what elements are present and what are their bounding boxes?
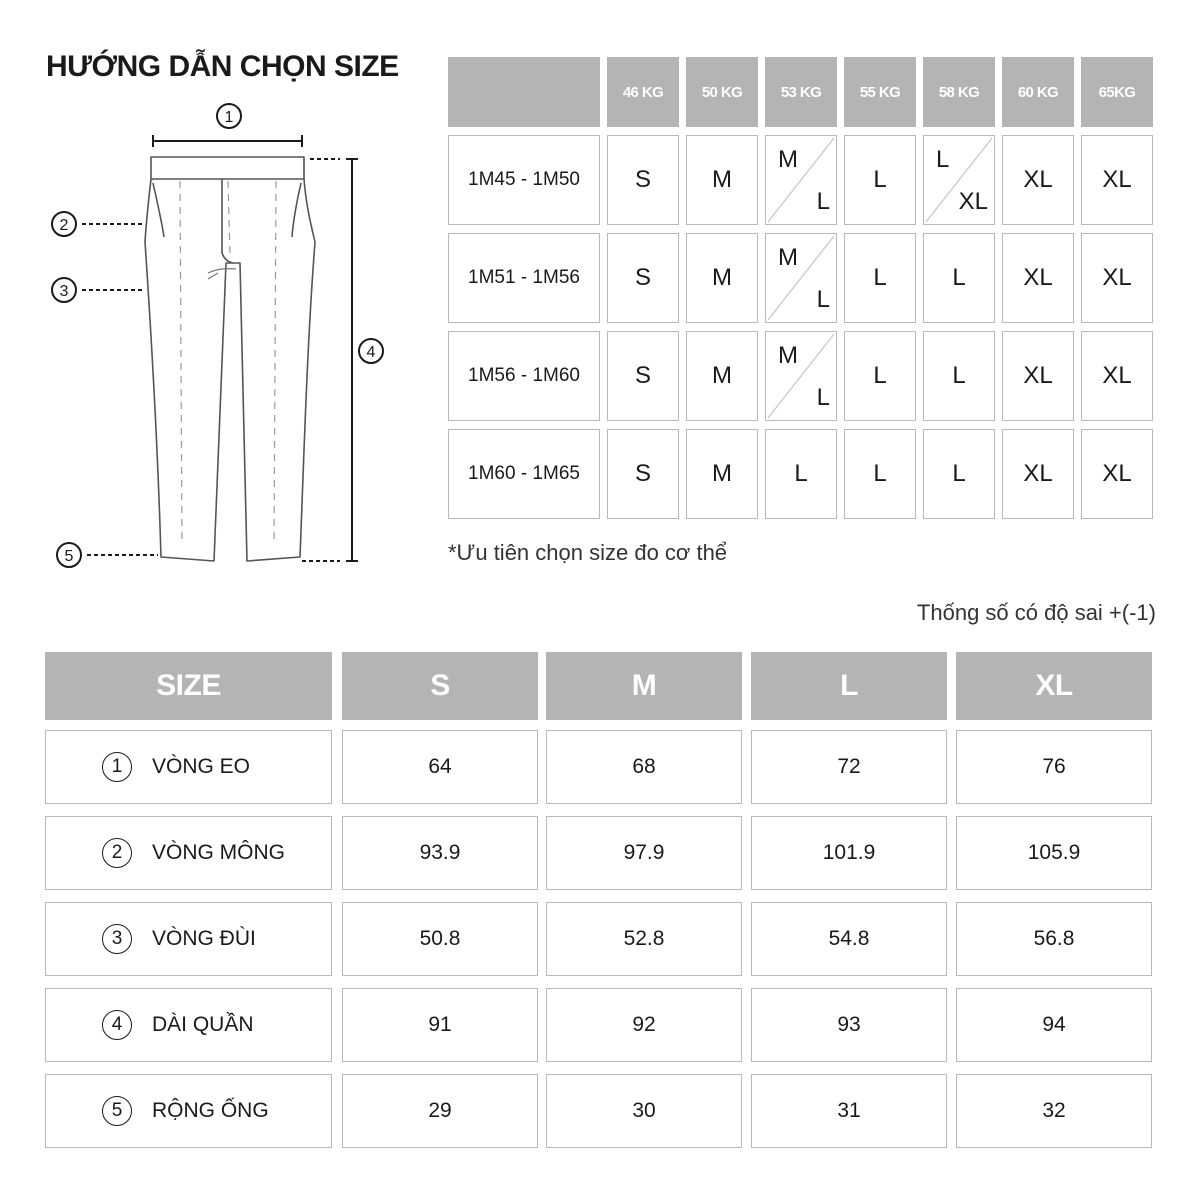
size-cell: L [844, 429, 916, 519]
pants-diagram [40, 95, 400, 575]
weight-header-6: 65KG [1081, 57, 1153, 127]
measurement-value: 50.8 [342, 902, 538, 976]
size-cell: XL [1081, 331, 1153, 421]
size-cell: M [686, 135, 758, 225]
grid-corner-header [448, 57, 600, 127]
size-secondary: L [816, 188, 830, 215]
measurement-label-cell [45, 730, 332, 804]
size-cell-split [765, 233, 837, 323]
measurement-value: 94 [956, 988, 1152, 1062]
measurement-number: 1 [102, 752, 132, 782]
size-header-2: M [546, 652, 742, 720]
measurement-value: 32 [956, 1074, 1152, 1148]
measurement-label-cell [45, 1074, 332, 1148]
size-header-1: S [342, 652, 538, 720]
measurement-value: 54.8 [751, 902, 947, 976]
size-cell-split [765, 331, 837, 421]
size-cell: M [686, 233, 758, 323]
weight-header-3: 55 KG [844, 57, 916, 127]
measurement-number: 4 [102, 1010, 132, 1040]
measurement-value: 93 [751, 988, 947, 1062]
priority-note: *Ưu tiên chọn size đo cơ thể [448, 540, 728, 565]
measurement-value: 68 [546, 730, 742, 804]
size-cell: M [686, 429, 758, 519]
size-cell-split [923, 135, 995, 225]
measurement-label: VÒNG ĐÙI [152, 927, 256, 950]
size-cell: S [607, 429, 679, 519]
size-cell: L [844, 135, 916, 225]
measurement-label: DÀI QUẦN [152, 1013, 254, 1036]
measurement-value: 64 [342, 730, 538, 804]
size-cell: XL [1002, 135, 1074, 225]
size-cell: L [844, 233, 916, 323]
size-primary: M [778, 342, 798, 369]
size-cell-split [765, 135, 837, 225]
size-cell: XL [1081, 233, 1153, 323]
weight-header-5: 60 KG [1002, 57, 1074, 127]
size-primary: M [778, 244, 798, 271]
height-range: 1M51 - 1M56 [448, 233, 600, 323]
size-cell: S [607, 331, 679, 421]
measurement-number: 3 [102, 924, 132, 954]
height-range: 1M56 - 1M60 [448, 331, 600, 421]
measurement-value: 56.8 [956, 902, 1152, 976]
size-secondary: L [816, 286, 830, 313]
measurement-label-cell [45, 816, 332, 890]
size-cell: XL [1002, 429, 1074, 519]
measurement-value: 30 [546, 1074, 742, 1148]
measurement-label: VÒNG MÔNG [152, 841, 286, 864]
weight-header-2: 53 KG [765, 57, 837, 127]
marker-1: 1 [224, 109, 234, 126]
measurement-label: VÒNG EO [152, 755, 251, 778]
size-secondary: XL [958, 188, 988, 215]
size-cell: XL [1002, 233, 1074, 323]
weight-header-0: 46 KG [607, 57, 679, 127]
weight-header-1: 50 KG [686, 57, 758, 127]
height-range: 1M45 - 1M50 [448, 135, 600, 225]
tolerance-note: Thống số có độ sai +(-1) [916, 600, 1156, 625]
measurement-value: 93.9 [342, 816, 538, 890]
measurement-value: 52.8 [546, 902, 742, 976]
size-header-4: XL [956, 652, 1152, 720]
size-secondary: L [816, 384, 830, 411]
size-primary: M [778, 146, 798, 173]
measurement-label-cell [45, 988, 332, 1062]
size-cell: L [765, 429, 837, 519]
measurement-number: 5 [102, 1096, 132, 1126]
size-header-0: SIZE [45, 652, 332, 720]
measurement-value: 91 [342, 988, 538, 1062]
size-header-3: L [751, 652, 947, 720]
measurement-label-cell [45, 902, 332, 976]
size-cell: L [844, 331, 916, 421]
marker-2: 2 [59, 217, 69, 234]
measurement-value: 76 [956, 730, 1152, 804]
marker-4: 4 [366, 344, 376, 361]
size-cell: S [607, 135, 679, 225]
size-cell: XL [1081, 429, 1153, 519]
weight-header-4: 58 KG [923, 57, 995, 127]
size-cell: L [923, 233, 995, 323]
page-title: HƯỚNG DẪN CHỌN SIZE [46, 50, 399, 83]
measurement-value: 29 [342, 1074, 538, 1148]
size-cell: S [607, 233, 679, 323]
measurement-value: 72 [751, 730, 947, 804]
measurement-value: 101.9 [751, 816, 947, 890]
measurement-value: 105.9 [956, 816, 1152, 890]
size-cell: L [923, 429, 995, 519]
size-cell: XL [1002, 331, 1074, 421]
measurement-label: RỘNG ỐNG [152, 1099, 269, 1122]
marker-3: 3 [59, 283, 69, 300]
size-primary: L [936, 146, 950, 173]
measurement-value: 97.9 [546, 816, 742, 890]
measurement-value: 31 [751, 1074, 947, 1148]
measurement-value: 92 [546, 988, 742, 1062]
marker-5: 5 [64, 548, 74, 565]
size-cell: M [686, 331, 758, 421]
size-cell: L [923, 331, 995, 421]
height-range: 1M60 - 1M65 [448, 429, 600, 519]
size-cell: XL [1081, 135, 1153, 225]
measurement-number: 2 [102, 838, 132, 868]
